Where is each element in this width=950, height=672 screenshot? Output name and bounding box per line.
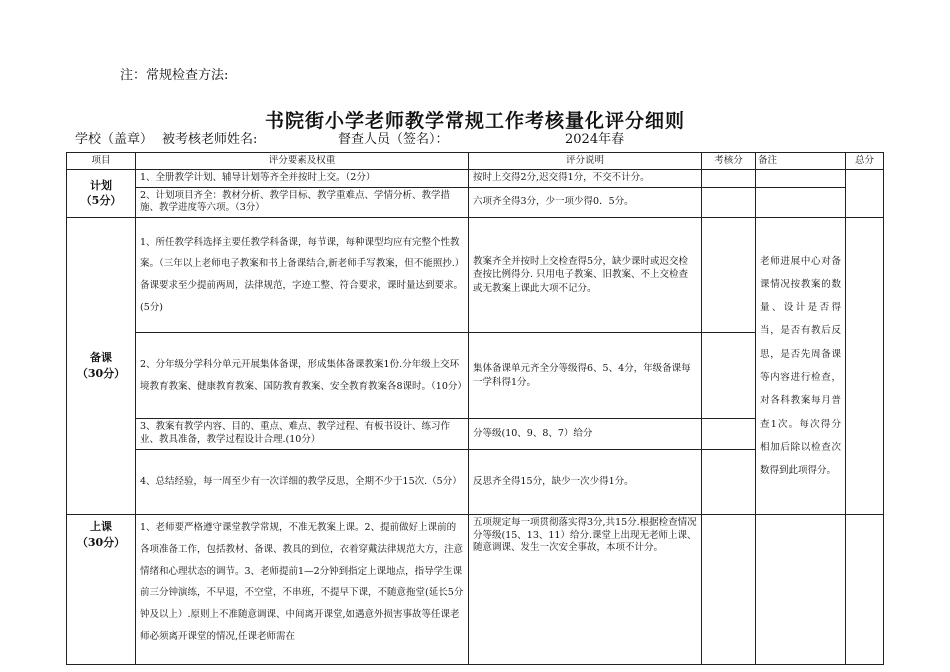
scoring-cell: 集体备课单元齐全分等级得6、5、4分，年级备课每一学科得1分。 [469,333,702,419]
table-header-row [67,153,884,170]
remark-cell [756,187,846,218]
criteria-cell: 4、总结经验，每一周至少有一次详细的教学反思，全期不少于15次.（5分） [136,449,469,514]
total-cell [846,169,884,217]
method-note: 注：常规检查方法: [120,68,229,83]
header-score: 考核分 [702,153,756,170]
score-cell [702,449,756,514]
inspector-signature-label: 督查人员（签名）： [338,132,449,147]
section-points: （30分） [76,367,126,381]
score-cell [702,333,756,419]
scoring-cell: 反思齐全得15分，缺少一次少得1分。 [469,449,702,514]
header-remark: 备注 [756,153,846,170]
remark-cell [756,514,846,664]
scoring-cell: 分等级(10、9、8、7）给分 [469,419,702,450]
teacher-name-label: 被考核老师姓名: [162,132,258,147]
score-cell [702,514,756,664]
section-name: 备课 [90,351,112,365]
section-lesson-prep [67,218,136,515]
header-project: 项目 [67,153,136,170]
page-title: 书院街小学老师教学常规工作考核量化评分细则 [264,110,685,132]
score-cell [702,419,756,450]
criteria-cell: 1、全册教学计划、辅导计划等齐全并按时上交。（2分） [136,169,469,187]
score-cell [702,169,756,187]
scoring-cell: 六项齐全得3分，少一项少得0．5分。 [469,187,702,218]
criteria-cell: 1、老师要严格遵守课堂教学常规，不准无教案上课。2、提前做好上课前的各项准备工作，包括教材、备课、教具的到位，衣着穿戴法律规范大方，注意情绪和心理状态的调节。3、老师提前1—2分钟到指定上课地点，指导学生课前三分钟演练，不早退，不空堂，不串班，不提早下课，不随意拖堂(延长5分钟及以上）.原则上不准随意调课、中间离开课堂,如遇意外损害事故等任课老师必须离开课堂的情况,任课老师需在 [136,514,469,664]
section-plan [67,169,136,217]
term-label: 2024年春 [565,132,625,147]
score-cell [702,187,756,218]
remark-cell: 老师进展中心对备课情况按教案的数量、设计是否得当，是否有教后反思，是否先周备课等内容进行检查，对各科教案每月普查1次。每次得分相加后除以检查次数得到此项得分。 [756,218,846,515]
criteria-cell: 1、所任教学科选择主要任教学科备课，每节课，每种课型均应有完整个性教案。（三年以上老师电子教案和书上备课结合,新老师手写教案，但不能照抄.）备课要求至少提前两周，法律规范，字迹工整、符合要求，课时量达到要求。(5分) [136,218,469,333]
scoring-cell: 教案齐全并按时上交检查得5分，缺少课时或迟交检查按比例得分. 只用电子教案、旧教案、不上交检查或无教案上课此大项不记分。 [469,218,702,333]
score-cell [702,218,756,333]
criteria-cell: 3、教案有教学内容、目的、重点、难点、教学过程、有板书设计、练习作业、教具准备，教学过程设计合理.(10分） [136,419,469,450]
table-row [67,169,884,187]
header-criteria: 评分要素及权重 [136,153,469,170]
total-cell [846,218,884,515]
table-row [67,514,884,664]
section-points: （30分） [76,535,126,549]
section-name: 上课 [90,519,112,533]
header-scoring: 评分说明 [469,153,702,170]
remark-cell [756,169,846,187]
section-name: 计划 [90,178,112,192]
section-points: （5分） [80,194,122,208]
table-row [67,218,884,333]
table-row [67,187,884,218]
header-total: 总分 [846,153,884,170]
school-seal-label: 学校（盖章） [75,132,154,147]
scoring-cell: 五项规定每一项贯彻落实得3分,共15分.根据检查情况分等级(15、13、11）给分.课堂上出现无老师上课、随意调课、发生一次安全事故，本项不计分。 [469,514,702,664]
criteria-cell: 2、计划项目齐全：教材分析、教学目标、教学重难点、学情分析、教学措施、教学进度等六项。（3分） [136,187,469,218]
total-cell [846,514,884,664]
section-teaching [67,514,136,664]
criteria-cell: 2、分年级分学科分单元开展集体备课，形成集体备课教案1份.分年级上交环境教育教案、健康教育教案、国防教育教案、安全教育教案各8课时。（10分） [136,333,469,419]
scoring-cell: 按时上交得2分,迟交得1分，不交不计分。 [469,169,702,187]
scoring-table [66,152,884,665]
